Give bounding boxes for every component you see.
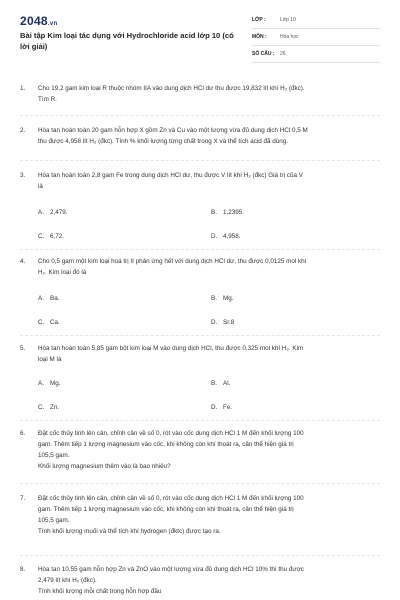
question-text xyxy=(38,564,378,597)
divider xyxy=(20,115,380,116)
question-line: Đặt cốc thủy tinh lên cân, chỉnh cân về số 0, rót vào cốc dung dịch HCl 1 M đến khối lượng 100 xyxy=(38,495,304,502)
divider xyxy=(20,420,380,421)
divider xyxy=(20,160,380,161)
question-line: Hòa tan hoàn toàn 2,8 gam Fe trong dung dịch HCl dư, thu được V lít khí H₂ (đkc) Giá trị của V xyxy=(38,172,303,179)
option-b[interactable] xyxy=(211,293,234,304)
option-c[interactable] xyxy=(38,317,60,328)
option-letter: D. xyxy=(211,319,218,326)
question-line: là xyxy=(38,183,43,190)
option-text: 2,479. xyxy=(50,209,68,216)
question-number: 7. xyxy=(20,495,26,502)
option-a[interactable] xyxy=(38,378,61,389)
option-a[interactable] xyxy=(38,207,68,218)
option-text: 4,958. xyxy=(223,233,241,240)
meta-row-question-count xyxy=(252,50,380,63)
meta-value-grade: Lớp 10 xyxy=(280,17,296,23)
question-line: Khối lượng magnesium thêm vào là bao nhiêu? xyxy=(38,463,171,470)
option-letter: A. xyxy=(38,295,44,302)
option-letter: C. xyxy=(38,319,45,326)
meta-label-subject: MÔN : xyxy=(252,34,267,40)
worksheet-meta xyxy=(252,16,380,67)
option-c[interactable] xyxy=(38,402,59,413)
question-line: Tính khối lượng mỗi chất trong hỗn hợp đầu xyxy=(38,588,162,595)
question-number: 3. xyxy=(20,172,26,179)
question-line: Tìm R. xyxy=(38,96,57,103)
option-letter: A. xyxy=(38,380,44,387)
question-line: Cho 19,2 gam kim loại R thuộc nhóm IIA vào dung dịch HCl dư thu được 19,832 lít khí H₂ (đkc). xyxy=(38,85,305,92)
meta-value-subject: Hóa học xyxy=(280,34,299,40)
option-letter: C. xyxy=(38,404,45,411)
question-line: Tính khối lượng muối và thể tích khí hydrogen (đktc) được tạo ra. xyxy=(38,528,221,535)
option-a[interactable] xyxy=(38,293,59,304)
option-text: 1,2395. xyxy=(223,209,245,216)
question-line: Hòa tan hoàn toàn 20 gam hỗn hợp X gồm Zn và Cu vào một lượng vừa đủ dung dịch HCl 0,5 M xyxy=(38,127,308,134)
option-text: Zn. xyxy=(50,404,60,411)
option-letter: D. xyxy=(211,233,218,240)
question-text xyxy=(38,170,378,192)
question-line: thu được 4,958 lít H₂ (đkc). Tính % khối lượng từng chất trong X và thể tích acid đã dùng. xyxy=(38,138,289,145)
divider xyxy=(20,249,380,250)
option-text: Ba. xyxy=(50,295,60,302)
option-d[interactable] xyxy=(211,317,234,328)
worksheet-title: Bài tập Kim loại tác dụng với Hydrochloride acid lớp 10 (có lời giải) xyxy=(20,31,234,51)
option-letter: B. xyxy=(211,209,217,216)
question-number: 5. xyxy=(20,345,26,352)
option-text: Mg. xyxy=(223,295,234,302)
divider xyxy=(20,483,380,484)
question-text xyxy=(38,256,378,278)
question-number: 6. xyxy=(20,430,26,437)
option-b[interactable] xyxy=(211,378,230,389)
option-letter: C. xyxy=(38,233,45,240)
option-d[interactable] xyxy=(211,231,241,242)
question-line: H₂. Kim loại đó là xyxy=(38,269,87,276)
question-number: 4. xyxy=(20,258,26,265)
option-text: Fe. xyxy=(223,404,233,411)
site-logo[interactable] xyxy=(20,14,57,28)
question-line: Đặt cốc thủy tinh lên cân, chỉnh cân về số 0, rót vào cốc dung dịch HCl 1 M đến khối lượng 100 xyxy=(38,430,304,437)
question-line: Hòa tan 10,55 gam hỗn hợp Zn và ZnO vào một lượng vừa đủ dung dịch HCl 10% thì thu được xyxy=(38,566,304,573)
question-text xyxy=(38,125,378,147)
option-text: Al. xyxy=(223,380,231,387)
meta-value-question-count: 26 xyxy=(280,51,286,57)
question-line: 105,5 gam. xyxy=(38,452,70,459)
question-number: 2. xyxy=(20,127,26,134)
option-letter: B. xyxy=(211,380,217,387)
divider xyxy=(20,335,380,336)
question-line: Cho 0,5 gam một kim loại hoá trị II phản ứng hết với dung dịch HCl dư, thu được 0,0125 mol khí xyxy=(38,258,307,265)
question-number: 8. xyxy=(20,566,26,573)
question-line: gam. Thêm tiếp 1 lượng magnesium vào cốc, khi không còn khí thoát ra, cân thể hiện giá trị xyxy=(38,506,294,513)
question-text xyxy=(38,343,378,365)
option-letter: A. xyxy=(38,209,44,216)
logo-main: 2048 xyxy=(20,14,48,28)
question-text xyxy=(38,493,378,537)
question-text xyxy=(38,428,378,472)
logo-suffix: .vn xyxy=(47,21,58,27)
question-text xyxy=(38,83,378,105)
meta-row-grade xyxy=(252,16,380,29)
option-letter: D. xyxy=(211,404,218,411)
option-c[interactable] xyxy=(38,231,64,242)
option-text: Sr.8 xyxy=(223,319,235,326)
question-line: gam. Thêm tiếp 1 lượng magnesium vào cốc, khi không còn khí thoát ra, cân thể hiện giá trị xyxy=(38,441,294,448)
option-text: Mg. xyxy=(50,380,61,387)
option-d[interactable] xyxy=(211,402,232,413)
question-line: 2,479 lít khí H₂ (đkc). xyxy=(38,577,97,584)
question-line: 105,5 gam. xyxy=(38,517,70,524)
meta-label-grade: LỚP : xyxy=(252,17,266,23)
divider xyxy=(20,555,380,556)
option-text: 6,72. xyxy=(50,233,65,240)
option-b[interactable] xyxy=(211,207,244,218)
question-line: Hòa tan hoàn toàn 5,85 gam bột kim loại M vào dung dịch HCl, thu được 0,325 mol khí H₂. Kim xyxy=(38,345,304,352)
question-line: loại M là xyxy=(38,356,62,363)
option-text: Ca. xyxy=(50,319,60,326)
meta-row-subject xyxy=(252,33,380,46)
option-letter: B. xyxy=(211,295,217,302)
meta-label-question-count: SỐ CÂU : xyxy=(252,51,275,57)
question-number: 1. xyxy=(20,85,26,92)
